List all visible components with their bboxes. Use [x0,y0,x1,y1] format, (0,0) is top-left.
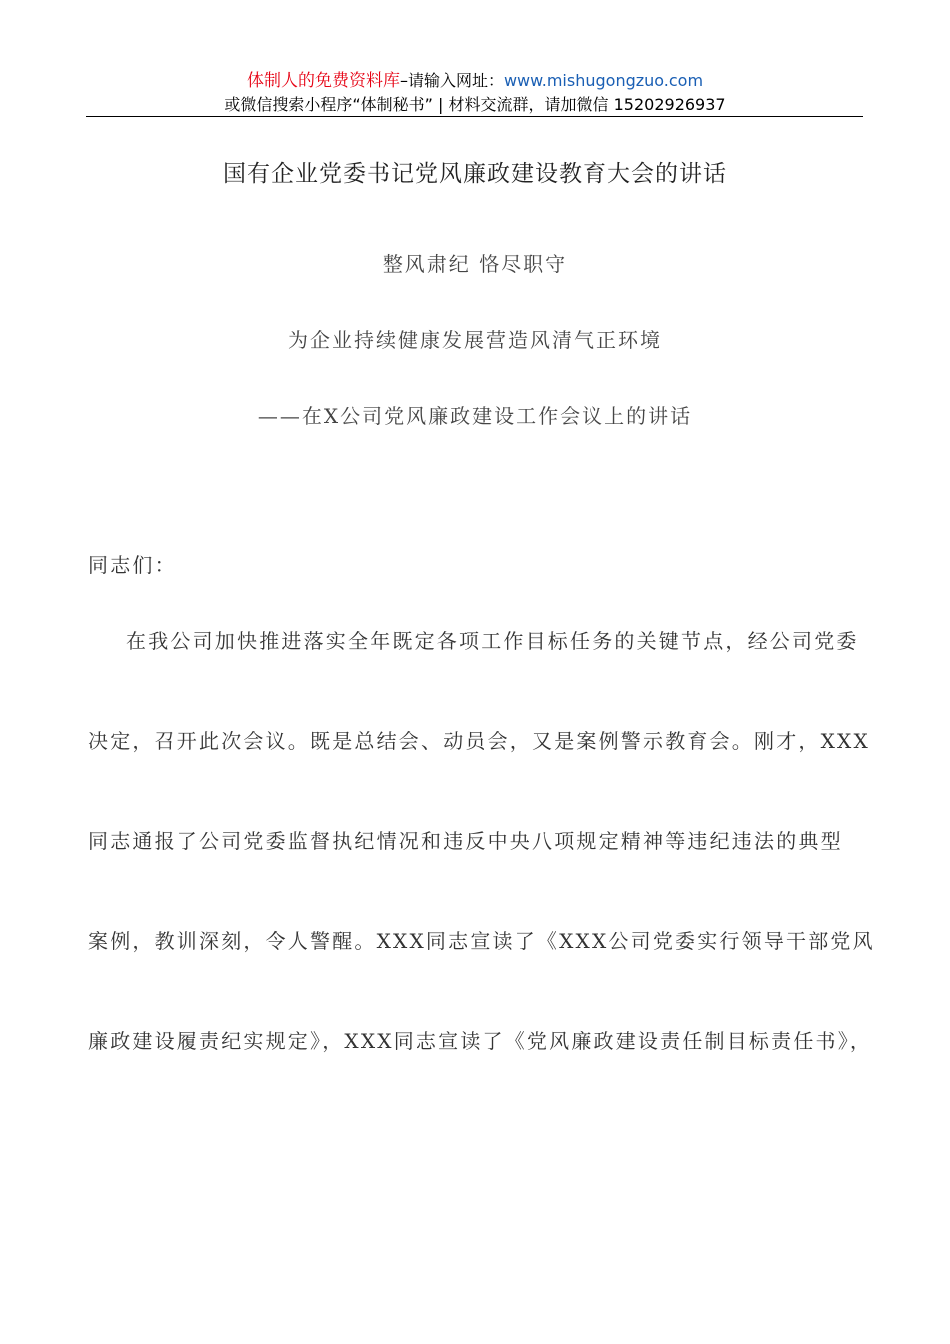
salutation: 同志们： [88,553,177,577]
subtitle-3: ——在X公司党风廉政建设工作会议上的讲话 [257,404,693,428]
header-contact-line: 或微信搜索小程序“体制秘书” | 材料交流群，请加微信 15202926937 [224,95,726,114]
subtitle-2: 为企业持续健康发展营造风清气正环境 [288,328,662,352]
paragraph-line-2: 决定，召开此次会议。既是总结会、动员会，又是案例警示教育会。刚才，XXX [88,729,870,753]
header-divider [86,116,863,117]
page-header [0,68,950,116]
paragraph-line-4: 案例，教训深刻，令人警醒。XXX同志宣读了《XXX公司党委实行领导干部党风 [88,929,875,953]
paragraph-line-3: 同志通报了公司党委监督执纪情况和违反中央八项规定精神等违纪违法的典型 [88,829,843,853]
header-promo-line [0,68,950,94]
paragraph-line-5: 廉政建设履责纪实规定》，XXX同志宣读了《党风廉政建设责任制目标责任书》， [88,1029,873,1053]
header-url-prompt: –请输入网址： [399,71,504,90]
document-title: 国有企业党委书记党风廉政建设教育大会的讲话 [223,161,727,187]
subtitle-1: 整风肃纪 恪尽职守 [382,252,568,276]
header-url-link[interactable]: www.mishugongzuo.com [503,71,704,90]
paragraph-line-1: 在我公司加快推进落实全年既定各项工作目标任务的关键节点，经公司党委 [126,629,859,653]
header-brand: 体制人的免费资料库 [246,71,400,91]
